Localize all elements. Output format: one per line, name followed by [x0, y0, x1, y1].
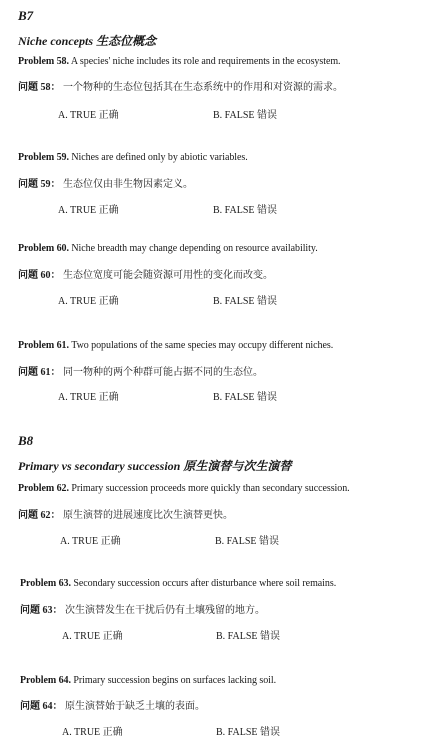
option-false[interactable]: B. FALSE 错误: [216, 727, 280, 738]
problem-text: Primary succession proceeds more quickly than secondary succession.: [71, 483, 350, 494]
problem-label-zh: 问题 63：: [20, 605, 63, 616]
problem-statement-en: [18, 152, 248, 163]
option-true[interactable]: A. TRUE 正确: [58, 392, 119, 403]
problem-statement-en: [18, 56, 341, 67]
problem-label: Problem 58.: [18, 56, 69, 67]
option-false[interactable]: B. FALSE 错误: [213, 392, 277, 403]
option-true[interactable]: A. TRUE 正确: [62, 727, 123, 738]
section-title: [18, 457, 291, 474]
problem-statement-en: [18, 483, 350, 494]
problem-text: Niches are defined only by abiotic variables.: [71, 152, 248, 163]
problem-label-zh: 问题 60：: [18, 270, 61, 281]
problem-label: Problem 60.: [18, 243, 69, 254]
problem-text: Secondary succession occurs after disturbance where soil remains.: [73, 578, 337, 589]
section-title-en: Niche concepts: [18, 34, 93, 48]
problem-statement-zh: [20, 697, 205, 712]
problem-text-zh: 生态位宽度可能会随资源可用性的变化而改变。: [63, 270, 273, 281]
option-true[interactable]: A. TRUE 正确: [62, 631, 123, 642]
problem-label-zh: 问题 58：: [18, 82, 61, 93]
problem-text-zh: 原生演替的进展速度比次生演替更快。: [63, 510, 233, 521]
section-code: B7: [18, 8, 34, 23]
problem-statement-zh: [18, 175, 193, 190]
problem-statement-zh: [18, 266, 273, 281]
section-title-zh: 生态位概念: [95, 34, 156, 48]
problem-text-zh: 生态位仅由非生物因素定义。: [63, 179, 193, 190]
option-true[interactable]: A. TRUE 正确: [58, 205, 119, 216]
problem-statement-zh: [18, 363, 263, 378]
option-false[interactable]: B. FALSE 错误: [213, 205, 277, 216]
option-false[interactable]: B. FALSE 错误: [215, 536, 279, 547]
section-code: B8: [18, 433, 34, 448]
problem-label-zh: 问题 64：: [20, 701, 63, 712]
problem-text: Two populations of the same species may occupy different niches.: [71, 340, 334, 351]
problem-text-zh: 一个物种的生态位包括其在生态系统中的作用和对资源的需求。: [63, 82, 343, 93]
problem-label-zh: 问题 61：: [18, 367, 61, 378]
problem-text: A species' niche includes its role and requirements in the ecosystem.: [70, 56, 341, 67]
problem-label: Problem 63.: [20, 578, 71, 589]
problem-text-zh: 原生演替始于缺乏土壤的表面。: [65, 701, 205, 712]
option-false[interactable]: B. FALSE 错误: [216, 631, 280, 642]
section-title: [18, 32, 156, 49]
option-false[interactable]: B. FALSE 错误: [213, 110, 277, 121]
option-true[interactable]: A. TRUE 正确: [60, 536, 121, 547]
problem-label: Problem 64.: [20, 675, 71, 686]
problem-label: Problem 59.: [18, 152, 69, 163]
option-true[interactable]: A. TRUE 正确: [58, 110, 119, 121]
problem-label: Problem 61.: [18, 340, 69, 351]
problem-text-zh: 同一物种的两个种群可能占据不同的生态位。: [63, 367, 263, 378]
section-title-en: Primary vs secondary succession: [18, 459, 181, 473]
problem-statement-zh: [18, 78, 343, 93]
problem-text-zh: 次生演替发生在干扰后仍有土壤残留的地方。: [65, 605, 265, 616]
problem-statement-en: [18, 243, 318, 254]
problem-text: Primary succession begins on surfaces lacking soil.: [73, 675, 277, 686]
problem-statement-zh: [20, 601, 265, 616]
problem-statement-en: [20, 578, 336, 589]
problem-statement-en: [18, 340, 333, 351]
problem-text: Niche breadth may change depending on resource availability.: [71, 243, 318, 254]
option-false[interactable]: B. FALSE 错误: [213, 296, 277, 307]
section-title-zh: 原生演替与次生演替: [183, 459, 292, 473]
problem-statement-en: [20, 675, 276, 686]
problem-label-zh: 问题 59：: [18, 179, 61, 190]
option-true[interactable]: A. TRUE 正确: [58, 296, 119, 307]
problem-label: Problem 62.: [18, 483, 69, 494]
problem-statement-zh: [18, 506, 233, 521]
problem-label-zh: 问题 62：: [18, 510, 61, 521]
